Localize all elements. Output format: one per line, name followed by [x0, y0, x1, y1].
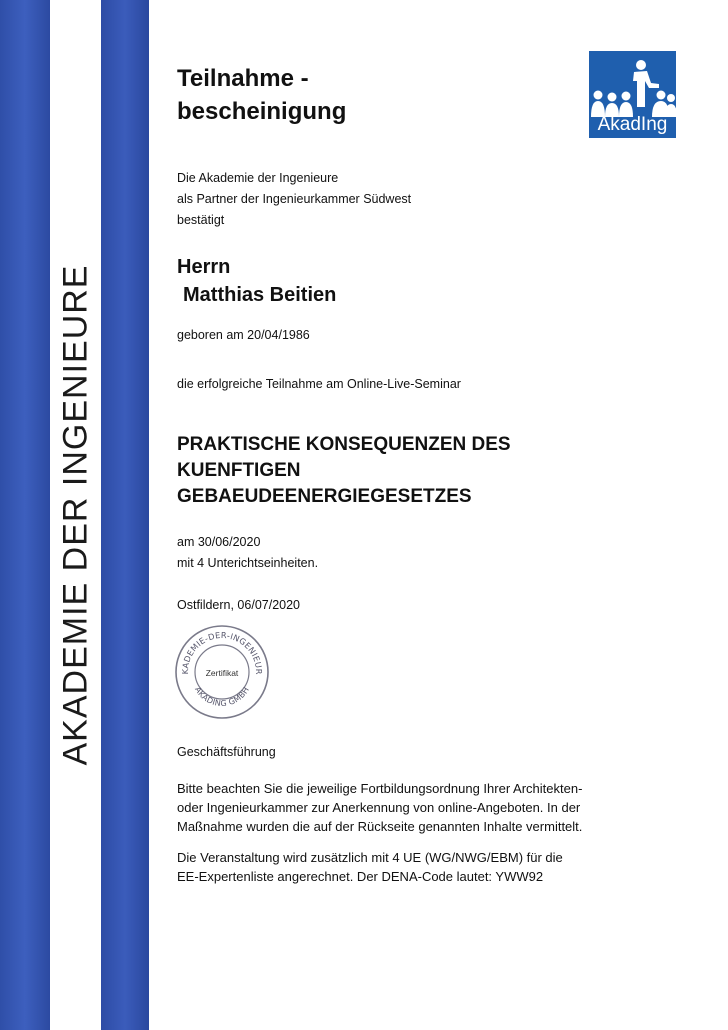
stamp-top-text: KADEMIE-DER-INGENIEUR [179, 629, 265, 675]
notice-line: EE-Expertenliste angerechnet. Der DENA-Code lautet: YWW92 [177, 869, 544, 884]
course-line: PRAKTISCHE KONSEQUENZEN DES [177, 434, 511, 455]
title-line-1: Teilnahme - [177, 65, 309, 92]
recipient-name: Matthias Beitien [183, 284, 337, 306]
issuer-line: Die Akademie der Ingenieure [177, 171, 339, 185]
course-line: GEBAEUDEENERGIEGESETZES [177, 486, 472, 507]
certificate-title [177, 62, 346, 128]
title-line-2: bescheinigung [177, 98, 347, 125]
course-line: KUENFTIGEN [177, 460, 301, 481]
notice-line: Maßnahme wurden die auf der Rückseite genannten Inhalte vermittelt. [177, 819, 583, 834]
signature-label: Geschäftsführung [177, 745, 276, 759]
issuer-line: als Partner der Ingenieurkammer Südwest [177, 192, 412, 206]
certificate-stamp [174, 624, 270, 720]
vertical-academy-title: AKADEMIE DER INGENIEURE [56, 264, 95, 766]
notice-dena [177, 848, 563, 886]
course-title [177, 432, 511, 510]
course-units: mit 4 Unterichtseinheiten. [177, 556, 319, 570]
akading-logo [589, 51, 676, 138]
svg-text:AKADING GMBH [193, 685, 251, 708]
right-blue-band [101, 0, 149, 1030]
notice-line: Bitte beachten Sie die jeweilige Fortbildungsordnung Ihrer Architekten- [177, 781, 583, 796]
stamp-center-text: Zertifikat [205, 668, 239, 678]
notice-recognition [177, 779, 582, 836]
birth-date: geboren am 20/04/1986 [177, 328, 310, 342]
date-block [177, 532, 318, 574]
issuer-line: bestätigt [177, 213, 225, 227]
stamp-bottom-text: AKADING GMBH [193, 685, 251, 709]
salutation: Herrn [177, 256, 231, 278]
participation-text: die erfolgreiche Teilnahme am Online-Live-Seminar [177, 377, 461, 391]
notice-line: oder Ingenieurkammer zur Anerkennung von online-Angeboten. In der [177, 800, 581, 815]
course-date: am 30/06/2020 [177, 535, 261, 549]
place-date: Ostfildern, 06/07/2020 [177, 598, 300, 612]
logo-text: AkadIng [597, 114, 668, 135]
issuer-block [177, 168, 411, 231]
left-blue-band [0, 0, 50, 1030]
notice-line: Die Veranstaltung wird zusätzlich mit 4 UE (WG/NWG/EBM) für die [177, 850, 563, 865]
